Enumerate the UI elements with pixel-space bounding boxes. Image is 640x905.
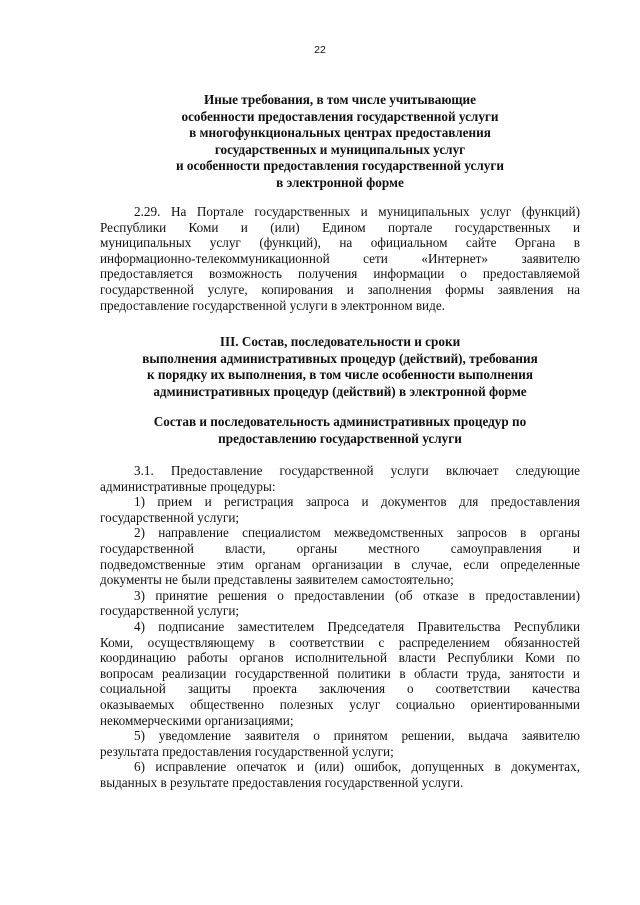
paragraph-line: государственной услуги; — [100, 603, 240, 619]
heading-line: государственных и муниципальных услуг — [214, 141, 466, 157]
paragraph-line: информационно-телекоммуникационной сети «Интернет» заявителю — [100, 250, 580, 266]
paragraph-line: подведомственные этим органам организации в случае, если определенные — [100, 556, 580, 572]
paragraph-3-1 — [100, 463, 580, 790]
heading-line: в многофункциональных центрах предоставления — [189, 125, 491, 141]
paragraph-line: документы не были представлены заявителем самостоятельно; — [100, 572, 454, 588]
paragraph-line: координацию работы органов исполнительной власти Республики Коми по — [100, 650, 580, 666]
paragraph-line: некоммерческими организациями; — [100, 712, 294, 728]
list-item-2: 2) направление специалистом межведомственных запросов в органы — [134, 525, 580, 541]
paragraph-line: выданных в результате предоставления государственной услуги. — [100, 774, 464, 790]
subsection-heading — [100, 414, 580, 447]
paragraph-line: 2.29. На Портале государственных и муниципальных услуг (функций) — [134, 204, 580, 219]
paragraph-line: Республики Коми и (или) Едином портале государственных и — [100, 219, 580, 235]
paragraph-line: государственной услуге, копирования и заполнения формы заявления на — [100, 281, 580, 297]
list-item-3: 3) принятие решения о предоставлении (об отказе в предоставлении) — [134, 587, 580, 603]
heading-line: и особенности предоставления государственной услуги — [176, 158, 504, 174]
paragraph-line: вопросам реализации государственной политики в области труда, занятости и — [100, 665, 580, 681]
list-item-5: 5) уведомление заявителя о принятом решении, выдача заявителю — [134, 728, 580, 744]
heading-line: административных процедур (действий) в электронной форме — [153, 383, 527, 399]
paragraph-line: административные процедуры: — [100, 478, 276, 494]
paragraph-line: оказываемых общественно полезных услуг социально ориентированными — [100, 696, 580, 712]
paragraph-line: государственной услуги; — [100, 509, 240, 525]
paragraph-line: муниципальных услуг (функций), на официальном сайте Органа в — [100, 235, 580, 251]
paragraph-line: 3.1. Предоставление государственной услуги включает следующие — [134, 463, 580, 478]
list-item-1: 1) прием и регистрация запроса и документов для предоставления — [134, 494, 580, 510]
heading-line: предоставлению государственной услуги — [218, 430, 462, 446]
paragraph-line: результата предоставления государственной услуги; — [100, 743, 394, 759]
paragraph-line: социальной защиты проекта заключения о соответствии качества — [100, 681, 580, 697]
heading-line: Иные требования, в том числе учитывающие — [203, 92, 477, 107]
heading-line: III. Состав, последовательности и сроки — [219, 334, 461, 349]
heading-line: выполнения административных процедур (действий), требования — [142, 350, 538, 366]
heading-line: к порядку их выполнения, в том числе особенности выполнения — [147, 367, 533, 383]
paragraph-line: государственной власти, органы местного самоуправления и — [100, 540, 580, 556]
section-heading-iii — [100, 334, 580, 400]
list-item-6: 6) исправление опечаток и (или) ошибок, допущенных в документах, — [134, 759, 580, 775]
list-item-4: 4) подписание заместителем Председателя Правительства Республики — [134, 618, 580, 634]
heading-line: особенности предоставления государственной услуги — [181, 108, 499, 124]
section-heading-other-requirements — [100, 92, 580, 192]
paragraph-2-29 — [100, 204, 580, 313]
heading-line: Состав и последовательность административных процедур по — [153, 414, 527, 429]
paragraph-line: предоставляется возможность получения информации о предоставляемой — [100, 266, 580, 282]
page-number: 22 — [314, 44, 326, 56]
paragraph-line: Коми, осуществляющему в соответствии с распределением обязанностей — [100, 634, 580, 650]
paragraph-line: предоставление государственной услуги в электронном виде. — [100, 297, 445, 313]
heading-line: в электронной форме — [276, 174, 404, 190]
